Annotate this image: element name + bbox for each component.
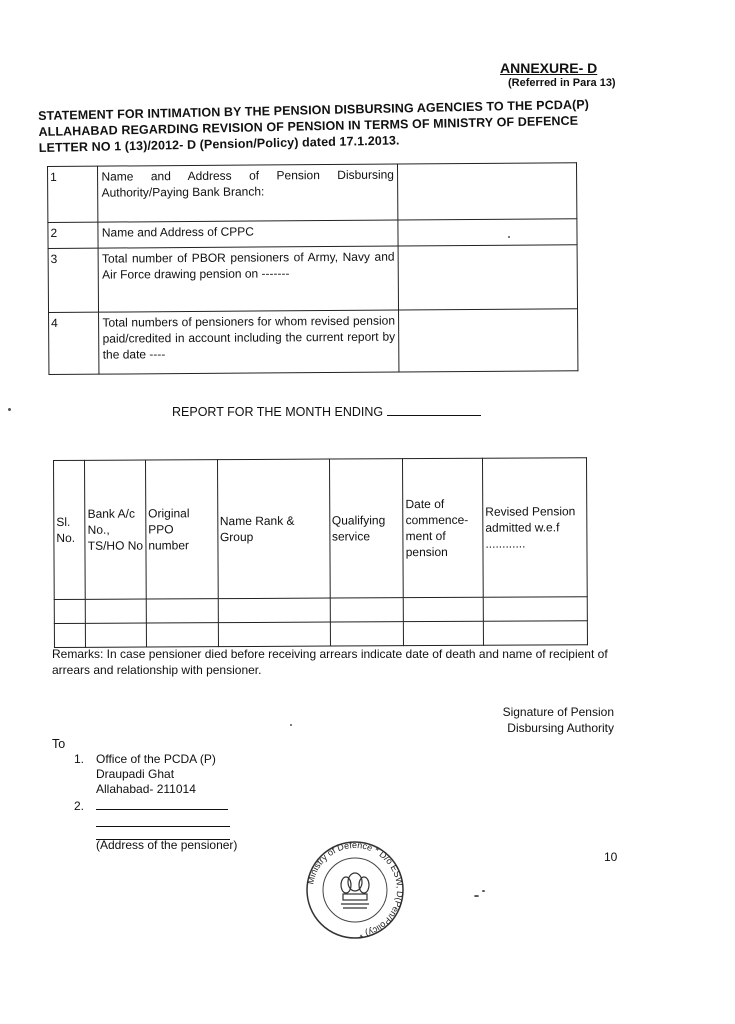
header-bank-ac: Bank A/c No., TS/HO No xyxy=(85,460,146,599)
row-description: Name and Address of CPPC xyxy=(98,220,398,248)
table-cell xyxy=(483,621,587,646)
table-cell xyxy=(403,597,483,621)
address-list xyxy=(74,752,228,814)
signature-line-1: Signature of Pension xyxy=(502,705,614,719)
table-cell xyxy=(54,599,85,623)
table-cell xyxy=(146,623,218,647)
signature-line-2: Disbursing Authority xyxy=(507,721,614,735)
pension-report-table xyxy=(53,457,588,648)
to-label: To xyxy=(52,737,66,751)
page-number: 10 xyxy=(604,850,618,864)
annexure-title: ANNEXURE- D xyxy=(500,60,598,76)
table-cell xyxy=(330,598,404,622)
row-number: 4 xyxy=(49,312,100,374)
header-sl-no: Sl. No. xyxy=(54,460,86,599)
address-line: Draupadi Ghat xyxy=(96,767,175,781)
table-cell xyxy=(404,621,484,645)
row-description: Total numbers of pensioners for whom revised pension paid/credited in account including the current report by the date ---- xyxy=(99,310,399,374)
table-row xyxy=(48,219,577,249)
table-row xyxy=(48,163,577,223)
table-cell xyxy=(218,622,330,647)
pensioner-address-note: (Address of the pensioner) xyxy=(96,838,238,852)
table-cell xyxy=(218,598,330,623)
table-cell xyxy=(86,623,147,647)
report-month-blank xyxy=(387,404,481,416)
row-description: Total number of PBOR pensioners of Army, Navy and Air Force drawing pension on ------- xyxy=(98,246,398,312)
ministry-seal-icon xyxy=(303,838,407,942)
address-line: Office of the PCDA (P) xyxy=(96,752,216,766)
row-number: 1 xyxy=(48,166,99,222)
row-value-cell xyxy=(397,163,576,220)
row-value-cell xyxy=(398,309,578,372)
report-month-line xyxy=(172,404,481,419)
signature-block xyxy=(488,704,614,736)
header-original-ppo: Original PPO number xyxy=(145,460,217,599)
header-name-rank: Name Rank & Group xyxy=(217,459,330,599)
address-item-number: 1. xyxy=(74,752,85,766)
report-label: REPORT FOR THE MONTH ENDING xyxy=(172,405,384,419)
svg-text:Ministry of Defence * D/o ESW,: Ministry of Defence * D/o ESW, D(Pen/Policy) * xyxy=(305,839,406,940)
row-number: 3 xyxy=(48,248,99,312)
address-extra-lines xyxy=(96,814,230,840)
row-description: Name and Address of Pension Disbursing Authority/Paying Bank Branch: xyxy=(98,164,398,222)
table-row xyxy=(54,597,587,624)
address-item-1 xyxy=(74,752,228,797)
table-row xyxy=(49,309,578,375)
table-cell xyxy=(54,623,85,647)
statement-heading: STATEMENT FOR INTIMATION BY THE PENSION DISBURSING AGENCIES TO THE PCDA(P) ALLAHABAD REGARDING REVISION OF PENSION IN TERMS OF MINISTRY OF DEFENCE LETTER NO 1 (13)/2012- D (Pension/Policy) dated 17.1.2013. xyxy=(38,97,590,155)
address-item-2 xyxy=(74,799,228,814)
row-number: 2 xyxy=(48,222,99,248)
annexure-reference: (Referred in Para 13) xyxy=(508,77,616,89)
table-cell xyxy=(330,622,404,646)
details-table xyxy=(47,162,578,375)
row-value-cell xyxy=(398,245,578,310)
table-row xyxy=(48,245,577,313)
table-cell xyxy=(483,597,587,622)
table-header-row xyxy=(54,458,588,600)
table-row xyxy=(54,621,587,648)
table-cell xyxy=(86,599,147,623)
header-date-commencement: Date of commence-ment of pension xyxy=(403,458,483,597)
header-qualifying-service: Qualifying service xyxy=(329,459,403,598)
table-cell xyxy=(146,599,218,623)
header-revised-pension: Revised Pension admitted w.e.f ............ xyxy=(482,458,587,598)
address-item-number: 2. xyxy=(74,799,85,813)
address-blank-line xyxy=(96,799,228,810)
row-value-cell xyxy=(398,219,577,246)
address-line: Allahabad- 211014 xyxy=(96,782,196,796)
address-blank-line xyxy=(96,814,230,827)
remarks-text: Remarks: In case pensioner died before receiving arrears indicate date of death and name of recipient of arrears and relationship with pensioner. xyxy=(52,647,608,677)
